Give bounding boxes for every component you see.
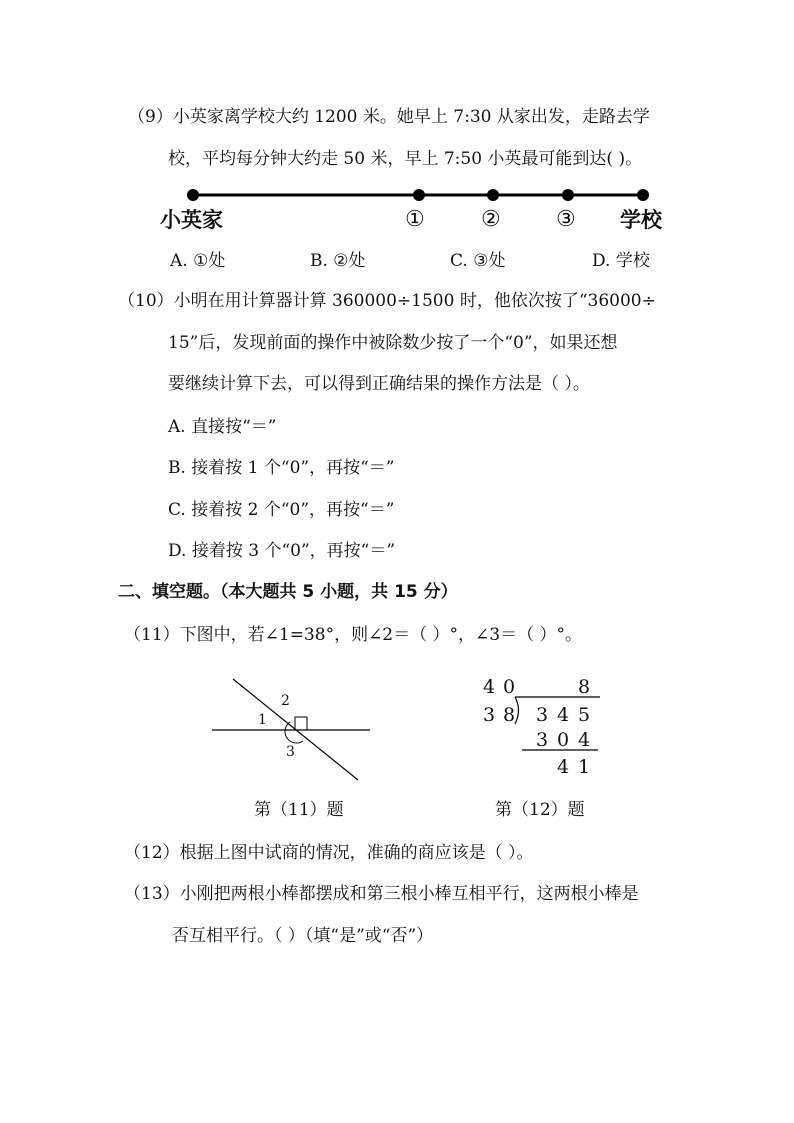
q11-line-1: （11）下图中，若∠1=38°，则∠2＝（ ）°，∠3＝（ ）°。	[124, 625, 582, 645]
remainder-digit-2: 1	[578, 756, 591, 778]
angle-label-1: 1	[258, 712, 267, 728]
q10-line-1: （10）小明在用计算器计算 360000÷1500 时，他依次按了“36000÷	[118, 291, 656, 311]
q10-line-3: 要继续计算下去，可以得到正确结果的操作方法是（ ）。	[168, 374, 590, 394]
q12-figure-caption: 第（12）题	[495, 800, 585, 820]
angle-label-3: 3	[286, 744, 295, 760]
q9-line-1: （9）小英家离学校大约 1200 米。她早上 7:30 从家出发，走路去学	[128, 107, 650, 127]
section-title: 二、填空题。（本大题共 5 小题，共 15 分）	[118, 582, 458, 602]
q9-option-b: B. ②处	[310, 251, 366, 271]
division-top-digit-1: 4	[483, 676, 496, 698]
diagram-label-point-3: ③	[556, 207, 576, 232]
diagram-label-school: 学校	[620, 208, 662, 232]
q10-option-a: A. 直接按“＝”	[168, 417, 277, 437]
product-digit-2: 0	[557, 729, 570, 751]
q12-line-1: （12）根据上图中试商的情况，准确的商应该是（ ）。	[124, 843, 534, 863]
dividend-digit-2: 4	[557, 704, 570, 726]
q13-line-1: （13）小刚把两根小棒都摆成和第三根小棒互相平行，这两根小棒是	[124, 884, 639, 904]
q10-option-c: C. 接着按 2 个“0”，再按“＝”	[168, 500, 395, 520]
q11-figure-caption: 第（11）题	[254, 800, 344, 820]
diagram-label-point-2: ②	[481, 207, 501, 232]
product-digit-1: 3	[536, 729, 549, 751]
dividend-digit-1: 3	[536, 704, 549, 726]
dividend-digit-3: 5	[578, 704, 591, 726]
q11-angle-figure	[200, 670, 390, 790]
division-top-digit-2: 0	[503, 676, 516, 698]
product-digit-3: 4	[578, 729, 591, 751]
diagram-label-home: 小英家	[160, 208, 223, 232]
divisor-digit-2: 8	[503, 704, 516, 726]
q10-option-b: B. 接着按 1 个“0”，再按“＝”	[168, 458, 395, 478]
q9-line-2: 校，平均每分钟大约走 50 米，早上 7:50 小英最可能到达( )。	[168, 149, 643, 169]
q9-option-a: A. ①处	[170, 251, 226, 271]
q10-option-d: D. 接着按 3 个“0”，再按“＝”	[168, 541, 396, 561]
angle-label-2: 2	[281, 693, 290, 709]
q10-line-2: 15”后，发现前面的操作中被除数少按了一个“0”，如果还想	[168, 333, 618, 353]
q9-option-c: C. ③处	[450, 251, 506, 271]
remainder-digit-1: 4	[557, 756, 570, 778]
q13-line-2: 否互相平行。（ ）（填“是”或“否”）	[172, 926, 434, 946]
q9-option-d: D. 学校	[592, 251, 650, 271]
diagram-label-point-1: ①	[405, 207, 425, 232]
quotient-digit: 8	[578, 676, 591, 698]
divisor-digit-1: 3	[483, 704, 496, 726]
